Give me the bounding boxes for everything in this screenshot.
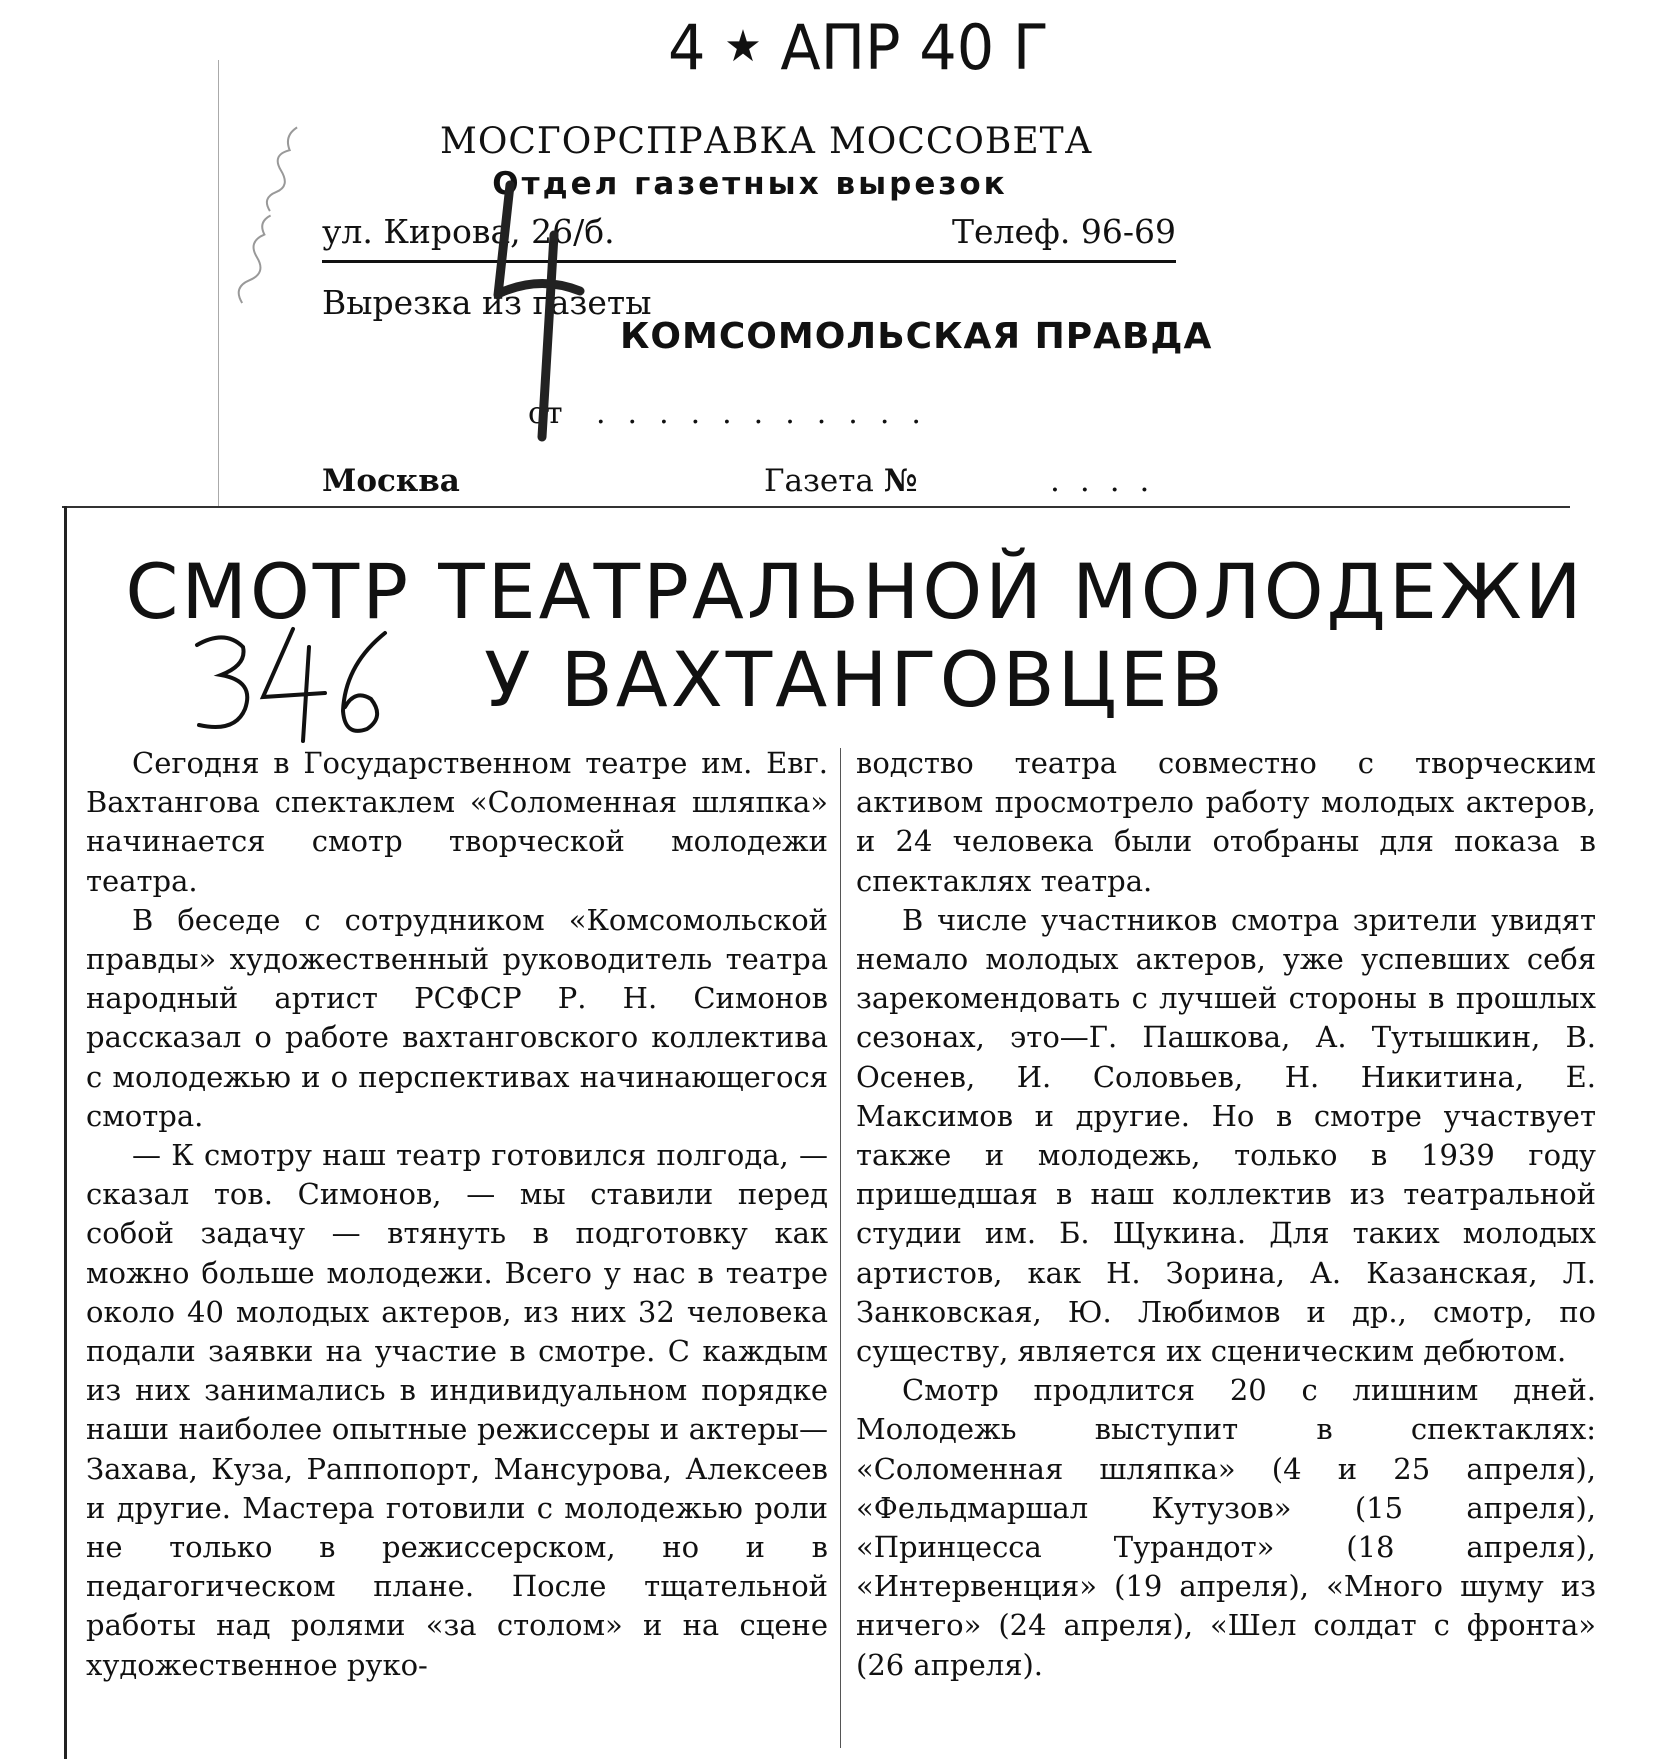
newspaper-name: КОМСОМОЛЬСКАЯ ПРАВДА (620, 316, 1213, 357)
pen-scribble (470, 175, 610, 445)
paragraph: водство театра совместно с творческим активом просмотрело работу молодых актеров, и 24 человека были отобраны для показа в спектаклях театра. (856, 746, 1596, 898)
clipping-edge-line (218, 60, 219, 506)
street-address: ул. Кирова, 26/б. (322, 212, 615, 251)
article-column-1 (86, 744, 828, 1754)
column-divider (840, 748, 841, 1748)
number-blank-dots: .... (1050, 463, 1170, 499)
number-sign: № (883, 463, 918, 499)
clipping-border-left (64, 506, 67, 1759)
article-column-2 (856, 744, 1596, 1754)
phone-number: Телеф. 96-69 (952, 212, 1176, 251)
date-stamp-month-year: АПР 40 Г (780, 11, 1049, 84)
headline-line-2: У ВАХТАНГОВЦЕВ (484, 635, 1226, 724)
paragraph: — К смотру наш театр готовился полгода, — сказал тов. Симонов, — мы ставили перед собой задачу — втянуть в подготовку как можно больше молодежи. Всего у нас в театре около 40 молодых актеров, из них 32 человека подали заявки на участие в смотре. С каждым из них занимались в индивидуальном порядке наши наиболее опытные режиссеры и актеры—Захава, Куза, Раппопорт, Мансурова, Алексеев и другие. Мастера готовили с молодежью роли не только в режиссерском, но и в педагогическом плане. После тщательной работы над ролями «за столом» и на сцене художественное руко- (86, 1138, 828, 1682)
header-rule (322, 260, 1176, 263)
paragraph: В беседе с сотрудником «Комсомольской правды» художественный руководитель театра народный артист РСФСР Р. Н. Симонов рассказал о работе вахтанговского коллектива с молодежью и о перспективах начинающегося смотра. (86, 902, 828, 1133)
from-label: от (528, 396, 563, 431)
gazeta-word: Газета (764, 463, 874, 499)
paragraph: Смотр продлится 20 с лишним дней. Молодежь выступит в спектаклях: «Соломенная шляпка» (4 и 25 апреля), «Фельдмаршал Кутузов» (15 апреля), «Принцесса Турандот» (18 апреля), «Интервенция» (19 апреля), «Много шуму из ничего» (24 апреля), «Шел солдат с фронта» (26 апреля). (856, 1373, 1596, 1682)
handwritten-number (185, 625, 400, 745)
handwritten-margin-notes (220, 100, 323, 312)
address-line (322, 208, 1176, 256)
paragraph: Сегодня в Государственном театре им. Евг. Вахтангова спектаклем «Соломенная шляпка» начинается смотр творческой молодежи театра. (86, 746, 828, 898)
star-icon: ★ (724, 21, 762, 72)
paragraph: В числе участников смотра зрители увидят немало молодых актеров, уже успевших себя зарекомендовать с лучшей стороны в прошлых сезонах, это—Г. Пашкова, А. Тутышкин, В. Осенев, И. Соловьев, Н. Никитина, Е. Максимов и другие. Но в смотре участвует также и молодежь, только в 1939 году пришедшая в наш коллектив из театральной студии им. Б. Щукина. Для таких молодых артистов, как Н. Зорина, А. Казанская, Л. Занковская, Ю. Любимов и др., смотр, по существу, является их сценическим дебютом. (856, 902, 1596, 1369)
clipping-label: Вырезка из газеты (322, 283, 652, 322)
department-name: Отдел газетных вырезок (492, 166, 1008, 202)
city-name: Москва (322, 463, 460, 499)
gazeta-label (764, 460, 917, 502)
headline-line-1: СМОТР ТЕАТРАЛЬНОЙ МОЛОДЕЖИ (125, 547, 1585, 636)
date-blank-dots: ........... (596, 396, 943, 431)
agency-name: МОСГОРСПРАВКА МОССОВЕТА (440, 121, 1093, 162)
date-stamp-day: 4 (668, 11, 706, 84)
clipping-border-top (62, 506, 1570, 508)
date-stamp (668, 8, 1086, 86)
